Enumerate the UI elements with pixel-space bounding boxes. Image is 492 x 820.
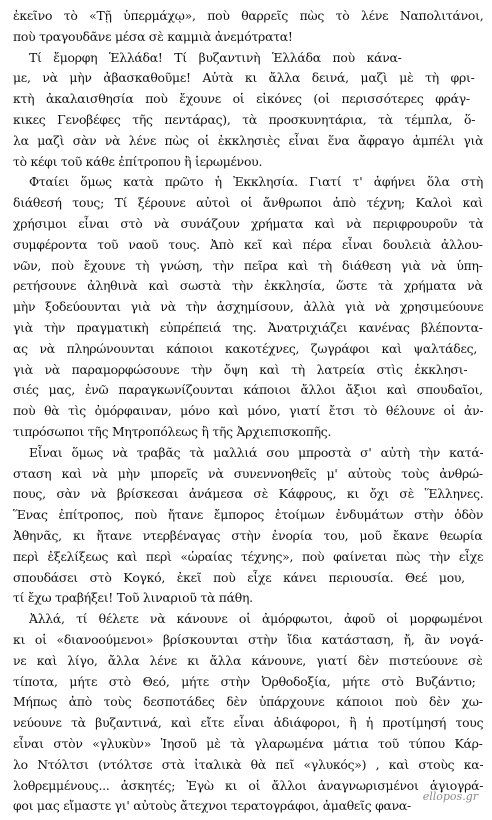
text-line: γιὰ τὴν πραγματικὴ εὐπρέπειά της. Ἀνατριχιάζει κανένας βλέποντα- bbox=[13, 320, 483, 335]
text-line: ρετήσουνε ἀληθινὰ καὶ σωστὰ τὴν ἐκκλησία, ὥστε τὰ χρήματα νὰ bbox=[13, 278, 483, 294]
text-line: ποὺ θὰ τὶς ὀμόρφαιναν, μόνο καὶ μόνο, γιατί ἔτσι τὸ θέλουνε οἱ ἀν- bbox=[13, 403, 483, 419]
text-line: τί ἔχω τραβήξει! Τοῦ λιναριοῦ τὰ πάθη. bbox=[13, 590, 253, 606]
text-line: Ἕνας ἐπίτροπος, ποὺ ἤτανε ἔμπορος ἑτοίμων ἐνδυμάτων στὴν ὁδὸν bbox=[13, 507, 483, 523]
text-line: ποὺ τραγουδᾶνε μέσα σὲ καμμιὰ ἀνεμότρατα! bbox=[13, 28, 293, 44]
text-line: Ἀλλά, τί θέλετε νὰ κάνουνε οἱ ἀμόρφωτοι, ἀφοῦ οἱ μορφωμένοι bbox=[29, 611, 483, 627]
text-line: Ἀθηνᾶς, κι ἤτανε ντερβέναγας στὴν ἐνορία του, μοῦ ἔκανε θεωρία bbox=[13, 528, 483, 543]
text-line: πους, σὰν νὰ βρίσκεσαι ἀνάμεσα σὲ Κάφρους, κι ὄχι σὲ Ἕλληνες. bbox=[13, 486, 483, 502]
text-line: Εἶναι ὅμως νὰ τραβᾶς τὰ μαλλιά σου μπροστὰ σ' αὐτὴ τὴν κατά- bbox=[29, 444, 483, 460]
watermark: ellopos.gr bbox=[422, 790, 478, 803]
text-line: κι οἱ «διανοούμενοι» βρίσκουνται στὴν ἴδια κατάσταση, ἤ, ἂν νογά- bbox=[13, 632, 483, 647]
text-line: νῶν, ποὺ ἔχουνε τὴ γνώση, τὴν πεῖρα καὶ τὴ διάθεση γιὰ νὰ ὑπη- bbox=[13, 257, 483, 273]
text-line: περὶ ἐξελίξεως καὶ περὶ «ὡραίας τέχνης», ποὺ φαίνεται πὼς τὴν εἶχε bbox=[13, 548, 483, 564]
text-line: σπουδάσει στὸ Κογκό, ἐκεῖ ποὺ εἶχε κάνει περιουσία. Θεέ μου, bbox=[13, 569, 465, 585]
text-line: σταση καὶ νὰ μὴν μπορεῖς νὰ συνεννοηθεῖς μ' αὐτοὺς τοὺς ἀνθρώ- bbox=[13, 465, 483, 481]
text-line: συμφέροντα τοῦ ναοῦ τους. Ἀπὸ κεῖ καὶ πέρα εἶναι δουλειὰ ἀλλου- bbox=[13, 236, 483, 252]
text-line: σιές μας, ἐνῶ παραγκωνίζουνται κάποιοι ἄλλοι ἄξιοι καὶ σπουδαῖοι, bbox=[13, 382, 483, 398]
text-line: γιὰ νὰ παραμορφώσουνε τὴν ὄψη καὶ τὴ λατρεία στὶς ἐκκλησι- bbox=[13, 361, 468, 377]
text-line: εἶναι στὸν «γλυκὺν» Ἰησοῦ μὲ τὰ γλαρωμένα μάτια τοῦ τύπου Κάρ- bbox=[13, 736, 483, 751]
text-line: νεύουνε τὰ βυζαντινά, καὶ εἴτε εἶναι ἀδιάφοροι, ἢ ἡ προτίμησή τους bbox=[13, 715, 483, 731]
text-line: μὴν ξοδεύουνται γιὰ νὰ τὴν ἀσχημίσουν, ἀλλὰ γιὰ νὰ χρησιμεύουνε bbox=[13, 299, 483, 315]
text-line: κικες Γενοβέφες τῆς πεντάρας), τὰ προσκυνητάρια, τὰ τέμπλα, ὅ- bbox=[13, 112, 476, 127]
text-line: νε καὶ λίγο, ἄλλα λένε κι ἄλλα κάνουνε, γιατί δὲν πιστεύουνε σὲ bbox=[13, 652, 483, 668]
text-line: χρήσιμοι εἶναι στὸ νὰ συνάζουν χρήματα καὶ νὰ περιφρουροῦν τὰ bbox=[13, 216, 483, 231]
text-line: φοι μας εἴμαστε γι' αὐτοὺς ἄτεχνοι τερατογράφοι, ἀμαθεῖς φανα- bbox=[13, 798, 411, 814]
text-line: κτὴ ἀκαλαισθησία ποὺ ἔχουνε οἱ εἰκόνες (οἱ περισσότερες φράγ- bbox=[13, 91, 470, 107]
text-line: ἐκεῖνο τὸ «Τῇ ὑπερμάχῳ», ποὺ θαρρεῖς πὼς τὸ λένε Ναπολιτάνοι, bbox=[13, 8, 483, 23]
text-line: λοθρεμμένους... ἀσκητές; Ἐγὼ κι οἱ ἄλλοι ἀναγνωρισμένοι ἁγιογρά- bbox=[13, 777, 483, 793]
text-line: τιπρόσωποι τῆς Μητροπόλεως ἢ τῆς Ἀρχιεπισκοπῆς. bbox=[13, 424, 332, 439]
text-line: Τί ἔμορφη Ἑλλάδα! Τί βυζαντινὴ Ἑλλάδα ποὺ κάνα- bbox=[29, 49, 402, 65]
text-line: Μήπως ἀπὸ τοὺς δεσποτάδες δὲν ὑπάρχουνε κάποιοι ποὺ δὲν χω- bbox=[13, 694, 483, 710]
text-line: λο Ντόλτσι (ντόλτσε στὰ ἰταλικὰ θὰ πεῖ «γλυκός») , καὶ στοὺς κα- bbox=[13, 756, 483, 772]
text-line: με, νὰ μὴν ἀβασκαθοῦμε! Αὐτὰ κι ἄλλα δεινά, μαζὶ μὲ τὴ φρι- bbox=[13, 70, 475, 86]
text-line: τὸ κέφι τοῦ κάθε ἐπίτροπου ἢ ἱερωμένου. bbox=[13, 153, 263, 169]
text-line: λα μαζὶ σὰν νὰ λένε πὼς οἱ ἐκκλησιὲς εἶναι ἕνα ἄφραγο ἀμπέλι γιὰ bbox=[13, 132, 483, 148]
text-line: Φταίει ὅμως κατὰ πρῶτο ἡ Ἐκκλησία. Γιατί τ' ἀφήνει ὅλα στὴ bbox=[29, 174, 483, 190]
text-line: διάθεσή τους; Τί ξέρουνε αὐτοὶ οἱ ἄνθρωποι ἀπὸ τέχνη; Καλοὶ καὶ bbox=[13, 195, 483, 211]
text-line: ας νὰ πληρώνουνται κάποιοι κακοτέχνες, ζωγράφοι καὶ ψαλτάδες, bbox=[13, 340, 478, 356]
text-line: τίποτα, μήτε στὸ Θεό, μήτε στὴν Ὀρθοδοξία, μήτε στὸ Βυζάντιο; bbox=[13, 673, 476, 689]
